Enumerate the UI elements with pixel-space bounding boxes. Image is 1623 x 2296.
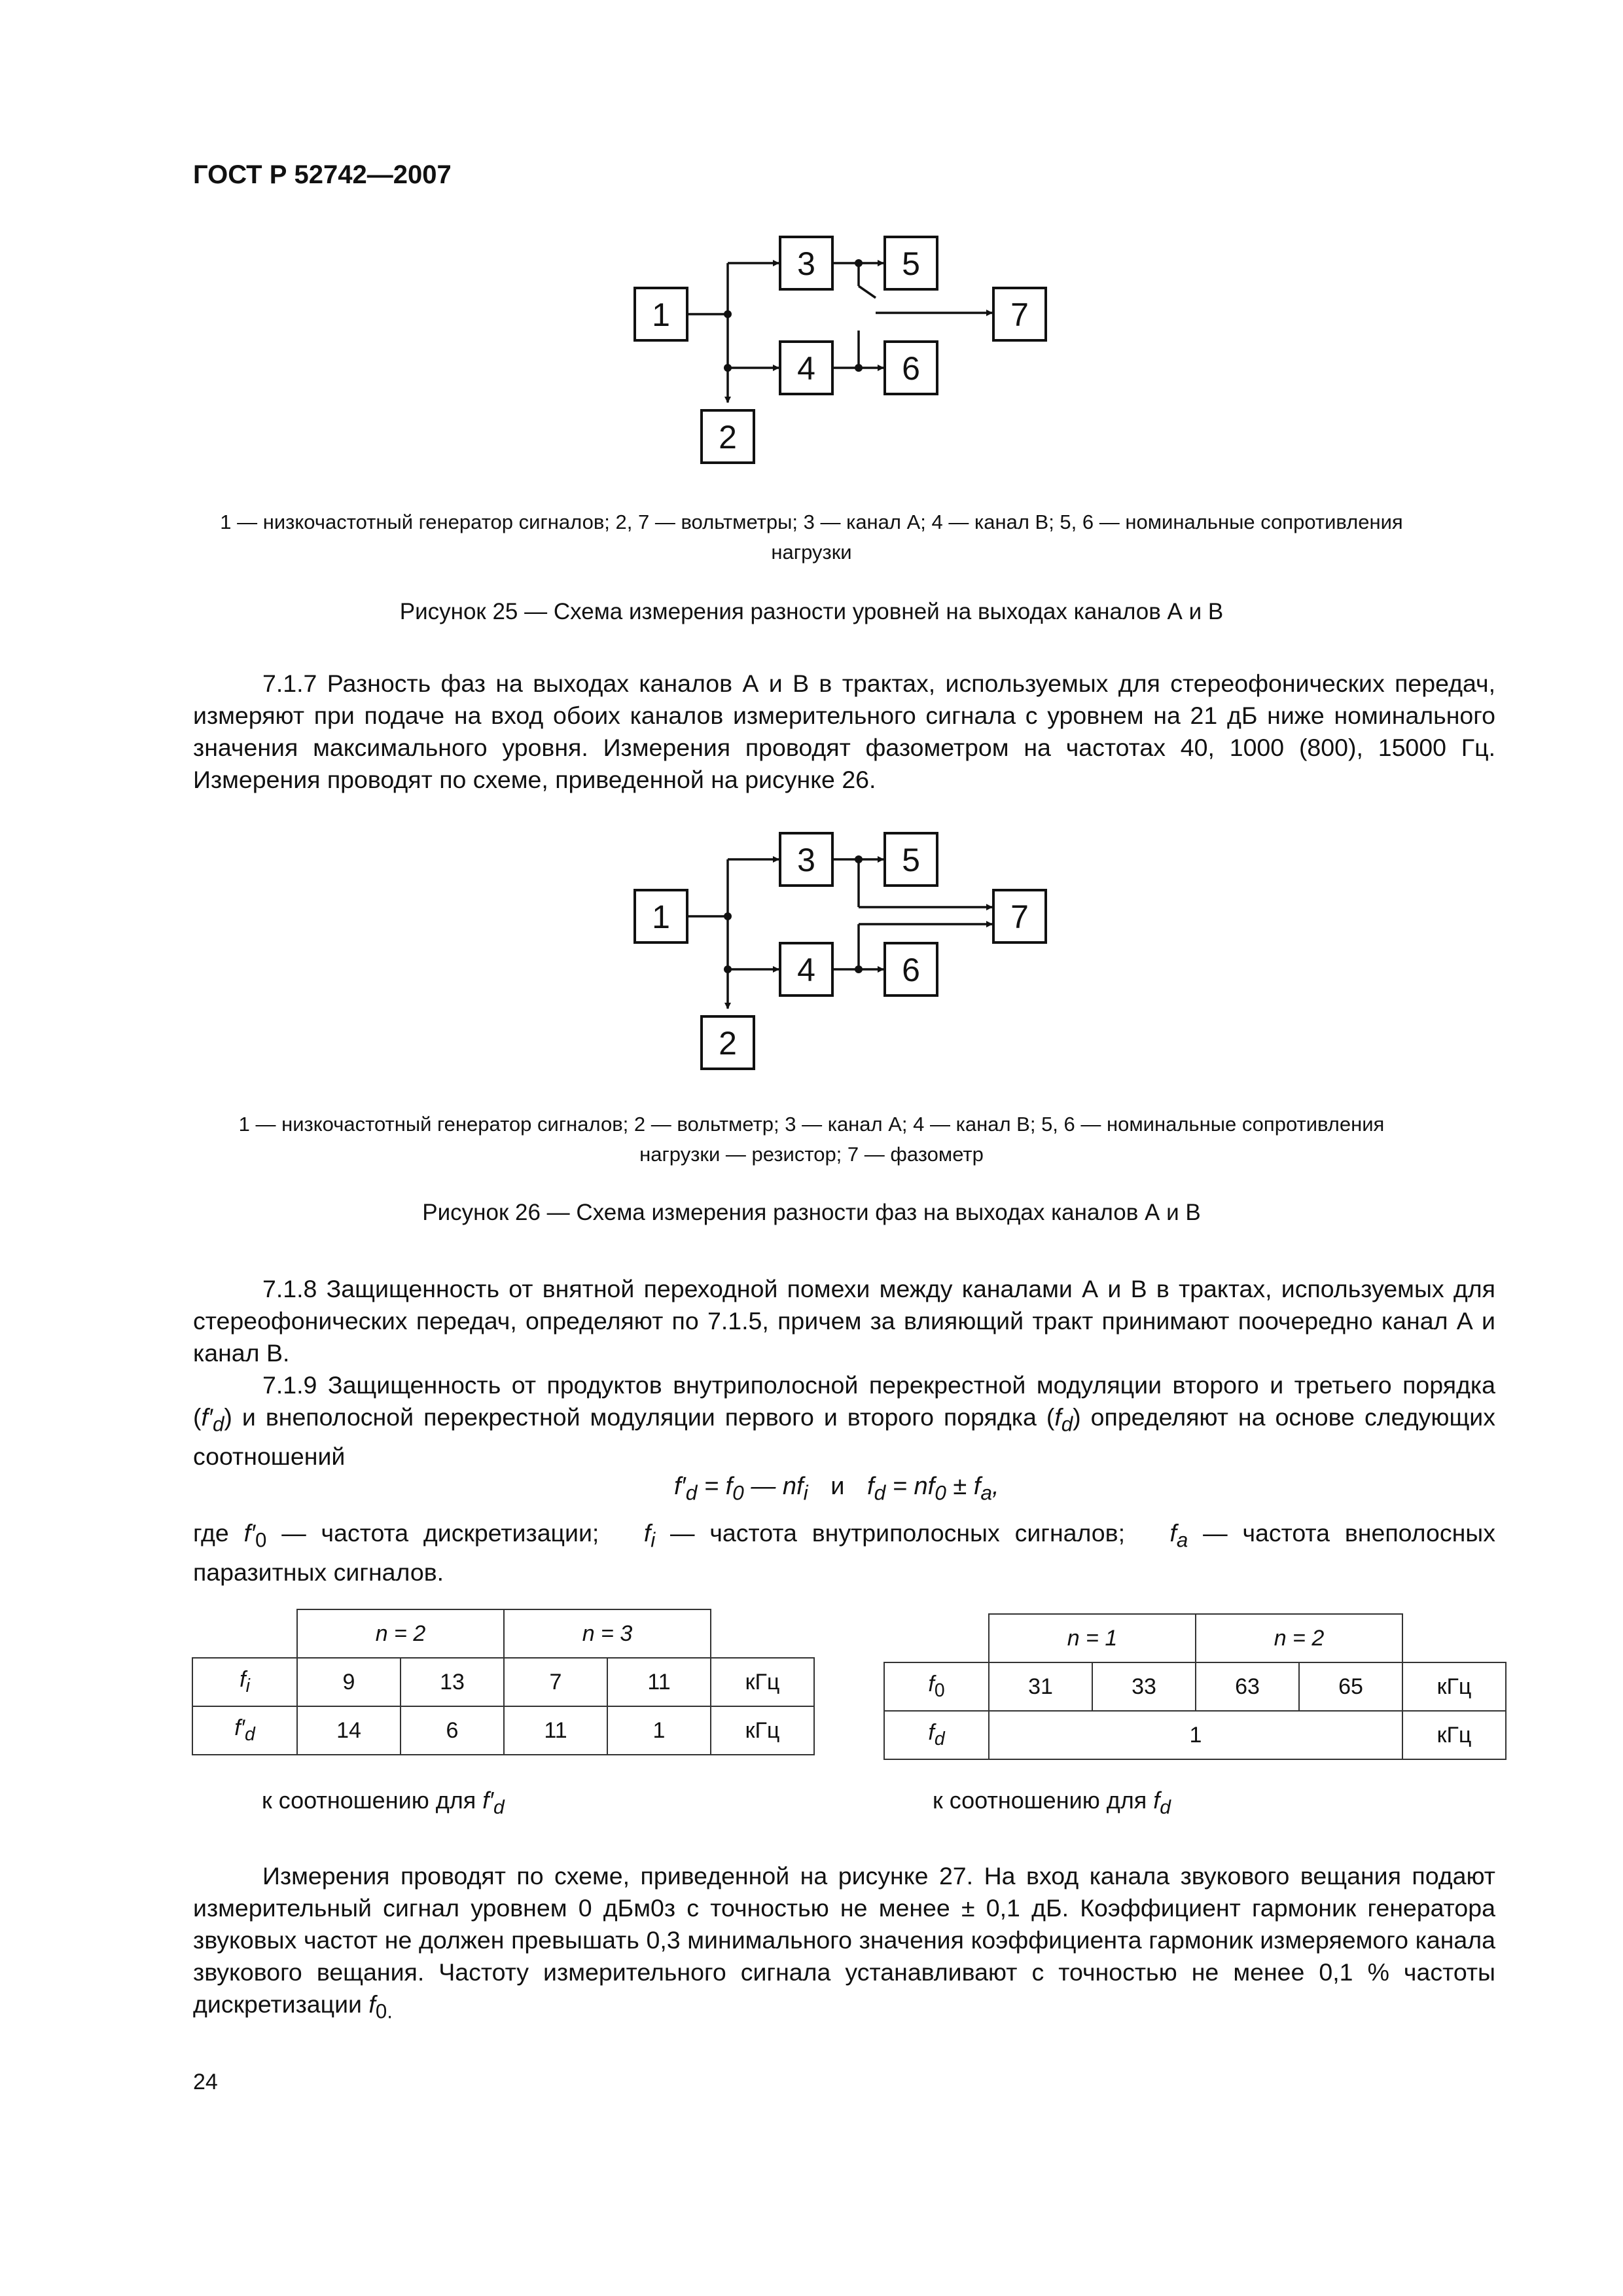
- block-2-label: 2: [719, 419, 737, 456]
- block-7-label: 7: [1010, 296, 1029, 333]
- paragraph-measurement: [193, 1860, 1495, 2028]
- paragraph-7-1-8: [193, 1273, 1495, 1473]
- page-number: 24: [193, 2070, 218, 2094]
- block-3-label: 3: [797, 245, 815, 282]
- table-cell: 1: [989, 1711, 1402, 1759]
- legend-line: 1 — низкочастотный генератор сигналов; 2 — вольтметр; 3 — канал А; 4 — канал В; 5, 6 — номинальные сопротивления: [238, 1113, 1385, 1136]
- block-5-label: 5: [902, 842, 920, 878]
- table-cell: 11: [607, 1658, 711, 1706]
- block-3-label: 3: [797, 842, 815, 878]
- figure-26-diagram: [628, 825, 1073, 1086]
- row-label: $f_d$: [884, 1711, 989, 1759]
- paragraph-7-1-9: 7.1.9 Защищенность от продуктов внутриполосной перекрестной модуляции второго и третьего порядка $(f'_d)$ и внеполосной перекрестной модуляции первого и второго порядка $(f_d)$ определяют на основе следующих соотношений: [193, 1371, 1495, 1470]
- group-header: n = 1: [989, 1614, 1196, 1662]
- figure-25-legend: [131, 507, 1492, 567]
- legend-line: 1 — низкочастотный генератор сигналов; 2, 7 — вольтметры; 3 — канал А; 4 — канал В; 5, 6 — номинальные сопротивления: [220, 511, 1403, 533]
- table-cell: кГц: [711, 1658, 814, 1706]
- block-5-label: 5: [902, 245, 920, 282]
- block-4-label: 4: [797, 952, 815, 988]
- table-cell: 9: [297, 1658, 401, 1706]
- table-cell: 1: [607, 1706, 711, 1755]
- document-header: ГОСТ Р 52742—2007: [193, 160, 452, 189]
- group-header: n = 2: [297, 1609, 504, 1658]
- paragraph-7-1-7: [193, 668, 1495, 796]
- table-cell: кГц: [1402, 1662, 1506, 1711]
- block-7-label: 7: [1010, 899, 1029, 935]
- block-6-label: 6: [902, 952, 920, 988]
- table-f0-note: к соотношению для $f_d$: [933, 1787, 1171, 1819]
- paragraph-text: 7.1.7 Разность фаз на выходах каналов А и В в трактах, используемых для стереофонических передач, измеряют при подаче на вход обоих каналов измерительного сигнала с уровнем на 21 дБ ниже номинального значения максимального уровня. Измерения проводят фазометром на частотах 40, 1000 (800), 15000 Гц. Измерения проводят по схеме, приведенной на рисунке 26.: [193, 670, 1495, 793]
- table-cell: 31: [989, 1662, 1092, 1711]
- table-fi-note: к соотношению для $f'_d$: [262, 1787, 505, 1819]
- figure-26-legend: [131, 1109, 1492, 1170]
- table-cell: 11: [504, 1706, 607, 1755]
- block-4-label: 4: [797, 350, 815, 387]
- table-cell: 63: [1196, 1662, 1299, 1711]
- formula: $f'_d = f_0$ — $nf_i$ и $f_d = nf_0 \pm f_a$,: [674, 1473, 999, 1505]
- table-cell: 33: [1092, 1662, 1196, 1711]
- table-cell: кГц: [1402, 1711, 1506, 1759]
- table-cell: 7: [504, 1658, 607, 1706]
- table-cell: 65: [1299, 1662, 1402, 1711]
- block-1-label: 1: [652, 296, 670, 333]
- legend-line: нагрузки: [771, 541, 852, 564]
- where-block: где $f'_0$ — частота дискретизации; $f_i$ — частота внутриполосных сигналов; $f_a$ — частота внеполосных паразитных сигналов.: [193, 1519, 1495, 1586]
- table-f0: [883, 1613, 1507, 1760]
- row-label: $f_i$: [192, 1658, 297, 1706]
- table-cell: 14: [297, 1706, 401, 1755]
- block-6-label: 6: [902, 350, 920, 387]
- block-2-label: 2: [719, 1025, 737, 1062]
- block-1-label: 1: [652, 899, 670, 935]
- group-header: n = 3: [504, 1609, 711, 1658]
- table-fi: [192, 1609, 815, 1755]
- table-cell: кГц: [711, 1706, 814, 1755]
- figure-26-title: Рисунок 26 — Схема измерения разности фаз на выходах каналов А и В: [422, 1200, 1201, 1225]
- row-label: $f'_d$: [192, 1706, 297, 1755]
- figure-25-title: Рисунок 25 — Схема измерения разности уровней на выходах каналов А и В: [399, 599, 1224, 624]
- table-cell: 6: [401, 1706, 504, 1755]
- group-header: n = 2: [1196, 1614, 1402, 1662]
- paragraph-text: Измерения проводят по схеме, приведенной на рисунке 27. На вход канала звукового вещания подают измерительный сигнал уровнем 0 дБм0з с точностью не менее ± 0,1 дБ. Коэффициент гармоник генератора звуковых частот не должен превышать 0,3 минимального значения коэффициента гармоник измеряемого канала звукового вещания. Частоту измерительного сигнала устанавливают с точностью не менее 0,1 % частоты дискретизации $f_{0.}$: [193, 1862, 1495, 2023]
- table-cell: 13: [401, 1658, 504, 1706]
- row-label: $f_0$: [884, 1662, 989, 1711]
- paragraph-text: 7.1.8 Защищенность от внятной переходной помехи между каналами А и В в трактах, используемых для стереофонических передач, определяют по 7.1.5, причем за влияющий тракт принимают поочередно канал А и канал В.: [193, 1275, 1495, 1367]
- legend-line: нагрузки — резистор; 7 — фазометр: [639, 1143, 984, 1166]
- figure-25-diagram: [628, 226, 1073, 475]
